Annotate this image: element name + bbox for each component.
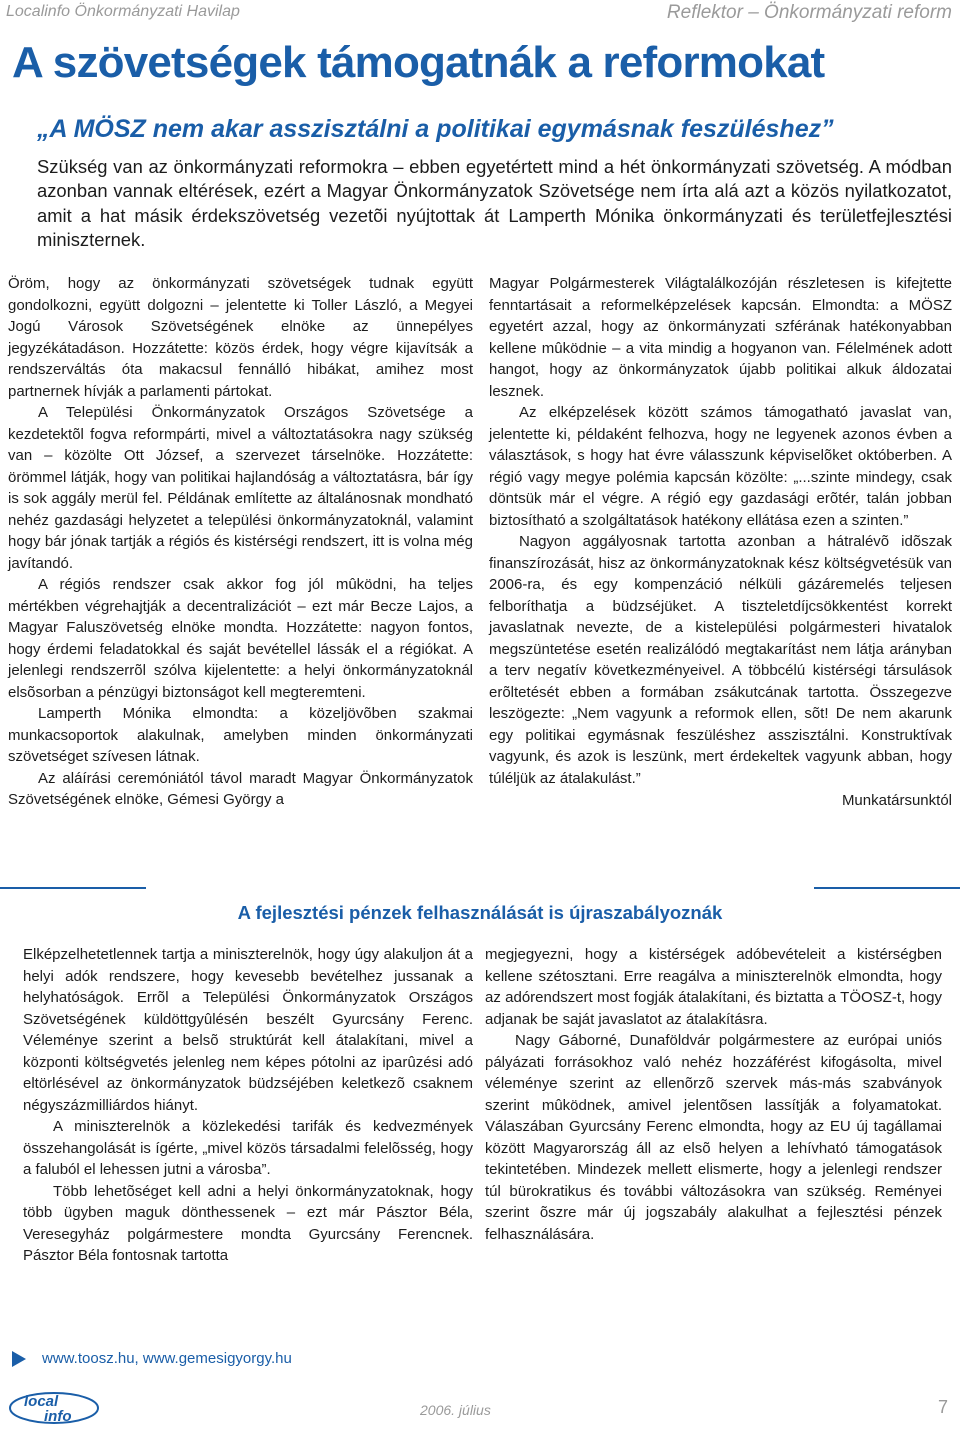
article-title: A szövetségek támogatnák a reformokat — [12, 38, 825, 87]
article-subtitle: „A MÖSZ nem akar asszisztálni a politikai egymásnak feszüléshez” — [37, 115, 834, 143]
running-header — [0, 3, 960, 27]
website-links[interactable]: www.toosz.hu, www.gemesigyorgy.hu — [42, 1350, 292, 1367]
paragraph: A régiós rendszer csak akkor fog jól mûködni, ha teljes mértékben végrehajtják a decentralizációt – ezt már Becze Lajos, a Magyar Faluszövetség elnöke mondta. Hozzátette: nagyon fontos, hogy érdemi feladatokkal és saját bevétellel lássák el a régiókat. A jelenlegi rendszerrõl szólva kijelentette: a helyi önkormányzatoknál elsõsorban a pénzügyi biztonságot kell megteremteni. — [8, 576, 473, 701]
article-column-1 — [8, 273, 473, 811]
paragraph: Több lehetõséget kell adni a helyi önkormányzatoknak, hogy több ügyben maguk dönthessenek – ezt már Pásztor Béla, Veresegyház polgármestere mondta Gyurcsány Ferencnek. Pásztor Béla fontosnak tartotta — [23, 1182, 473, 1264]
sidebar-column-2 — [485, 944, 942, 1245]
paragraph: Az aláírási ceremóniától távol maradt Magyar Önkormányzatok Szövetségének elnöke, Gémesi György a — [8, 769, 473, 808]
publication-name: Localinfo Önkormányzati Havilap — [6, 3, 240, 20]
paragraph: Lamperth Mónika elmondta: a közeljövõben szakmai munkacsoportok alakulnak, amelyben minden önkormányzati szövetséget szívesen látnak. — [8, 705, 473, 765]
paragraph: Magyar Polgármesterek Világtalálkozóján részletesen is kifejtette fenntartásait a reformelképzelések kapcsán. Elmondta: a MÖSZ egyetért azzal, hogy az önkormányzati szférának hatékonyabban kellene mûködnie – a vita mindig a hogyanon van. Félelmének adott hangot, hogy az önkormányzatok újabb politikai alkuk áldozatai lesznek. — [489, 275, 952, 400]
article-column-2 — [489, 273, 952, 812]
paragraph: Az elképzelések között számos támogatható javaslat van, jelentette ki, példaként felhozva, hogy ne legyenek azonos évben a választások, s hogy hat évre válasszunk képviselõket októberben. A régió vagy megye polémia kapcsán közölte: „...szinte mindegy, csak döntsük már el végre. A régió egy gazdasági erõtér, talán jobban biztosítható a szolgáltatások hatékony ellátása ezen a szinten.” — [489, 404, 952, 529]
svg-text:info: info — [44, 1408, 72, 1425]
sidebar-column-1 — [23, 944, 473, 1267]
page-number: 7 — [937, 1397, 948, 1417]
divider-left — [0, 887, 146, 889]
divider-right — [814, 887, 960, 889]
paragraph: megjegyezni, hogy a kistérségek adóbevételeit a kistérségben kellene szétosztani. Erre reagálva a miniszterelnök elmondta, hogy az adórendszert most fogják átalakítani, és biztatta a TÖOSZ-t, hogy adjanak be saját javaslatot az átalakításra. — [485, 946, 942, 1028]
issue-date: 2006. július — [420, 1402, 491, 1418]
paragraph: Nagy Gáborné, Dunaföldvár polgármestere az európai uniós pályázati forrásokhoz való nehéz hozzáférést kifogásolta, mivel véleménye szerint az ellenõrzõ szervek más-más szabványok szerint mûködnek, amivel jelentõsen lassítják a folyamatokat. Válaszában Gyurcsány Ferenc elmondta, hogy az EU új tagállamai között Magyarország áll az elsõ helyen a lehívható támogatások tekintetében. Mindezek mellett elismerte, hogy a jelenlegi rendszer túl bürokratikus és további változásokra van szükség. Reményei szerint õszre már új jogszabály alakulhat a fejlesztési pénzek felhasználására. — [485, 1032, 942, 1243]
arrow-right-icon — [12, 1351, 26, 1367]
article-lead: Szükség van az önkormányzati reformokra – ebben egyetértett mind a hét önkormányzati szövetség. A módban azonban vannak eltérések, ezért a Magyar Önkormányzatok Szövetsége nem írta alá azt a közös nyilatkozatot, amit a hat másik érdekszövetség vezetõi nyújtottak át Lamperth Mónika önkormányzati és területfejlesztési miniszternek. — [37, 156, 952, 251]
paragraph: A Települési Önkormányzatok Országos Szövetsége a kezdetektõl fogva reformpárti, mivel a változtatásokra nagy szükség van – közölte Ott József, a szervezet társelnöke. Hozzátette: örömmel látják, hogy van politikai hajlandóság a változtatásra, bár így is sok aggály merül fel. Példának említette az általánosnak mondható nehéz gazdasági helyzetet a települési önkormányzatoknál, valamint hogy bár jónak tartják a régiós és kistérségi rendszert, itt is volna még javítandó. — [8, 404, 473, 572]
sidebar-article-title: A fejlesztési pénzek felhasználását is újraszabályoznák — [237, 902, 723, 923]
paragraph: Öröm, hogy az önkormányzati szövetségek tudnak együtt gondolkozni, együtt dolgozni – jelentette ki Toller László, a Megyei Jogú Városok Szövetségének elnöke az ünnepélyes jegyzékátadáson. Hozzátette: közös érdek, hogy végre kijavítsák a rendszerváltás óta makacsul fennálló hibákat, amihez most partnernek hívják a parlamenti pártokat. — [8, 275, 473, 400]
section-name: Reflektor – Önkormányzati reform — [666, 2, 952, 23]
paragraph: Nagyon aggályosnak tartotta azonban a hátralévõ idõszak finanszírozását, hisz az önkormányzatoknak kész költségvetésük van 2006-ra, és egy kompenzáció nélküli gázáremelés teljesen felboríthatja a büdzséjüket. A tiszteletdíjcsökkentést korrekt javaslatnak nevezte, de a kistelepülési polgármesteri hivatalok megszüntetése esetén realizálódó megtakarítást nem látja arányban a terv negatív következményeivel. A többcélú kistérségi társulások erõltetését ebben a formában zsákutcának tartotta. Összegezve leszögezte: „Nem vagyunk a reformok ellen, sõt! De nem akarunk egy politikai egymásnak feszüléshez asszisztálni. Konstruktívak vagyunk, és azok is leszünk, mert érdekeltek vagyunk abban, hogy túléljük az átalakulást.” — [489, 533, 952, 787]
svg-text:local: local — [24, 1393, 59, 1410]
localinfo-logo — [8, 1390, 104, 1426]
paragraph: A miniszterelnök a közlekedési tarifák és kedvezmények összehangolását is ígérte, „mivel közös társadalmi felelõsség, hogy a faluból el lehessen jutni a városba”. — [23, 1118, 473, 1178]
paragraph: Elképzelhetetlennek tartja a miniszterelnök, hogy úgy alakuljon át a helyi adók rendszere, hogy kevesebb bevételhez jussanak a helyhatóságok. Errõl a Települési Önkormányzatok Országos Szövetségének küldöttgyûlésén beszélt Gyurcsány Ferenc. Véleménye szerint a belsõ struktúrát kell átalakítani, mivel a központi költségvetés jelenleg nem képes pótolni az iparûzési adó eltörlésével az önkormányzatok büdzséjében keletkezõ csaknem négyszázmilliárdos hiányt. — [23, 946, 473, 1114]
article-signature: Munkatársunktól — [841, 792, 952, 809]
